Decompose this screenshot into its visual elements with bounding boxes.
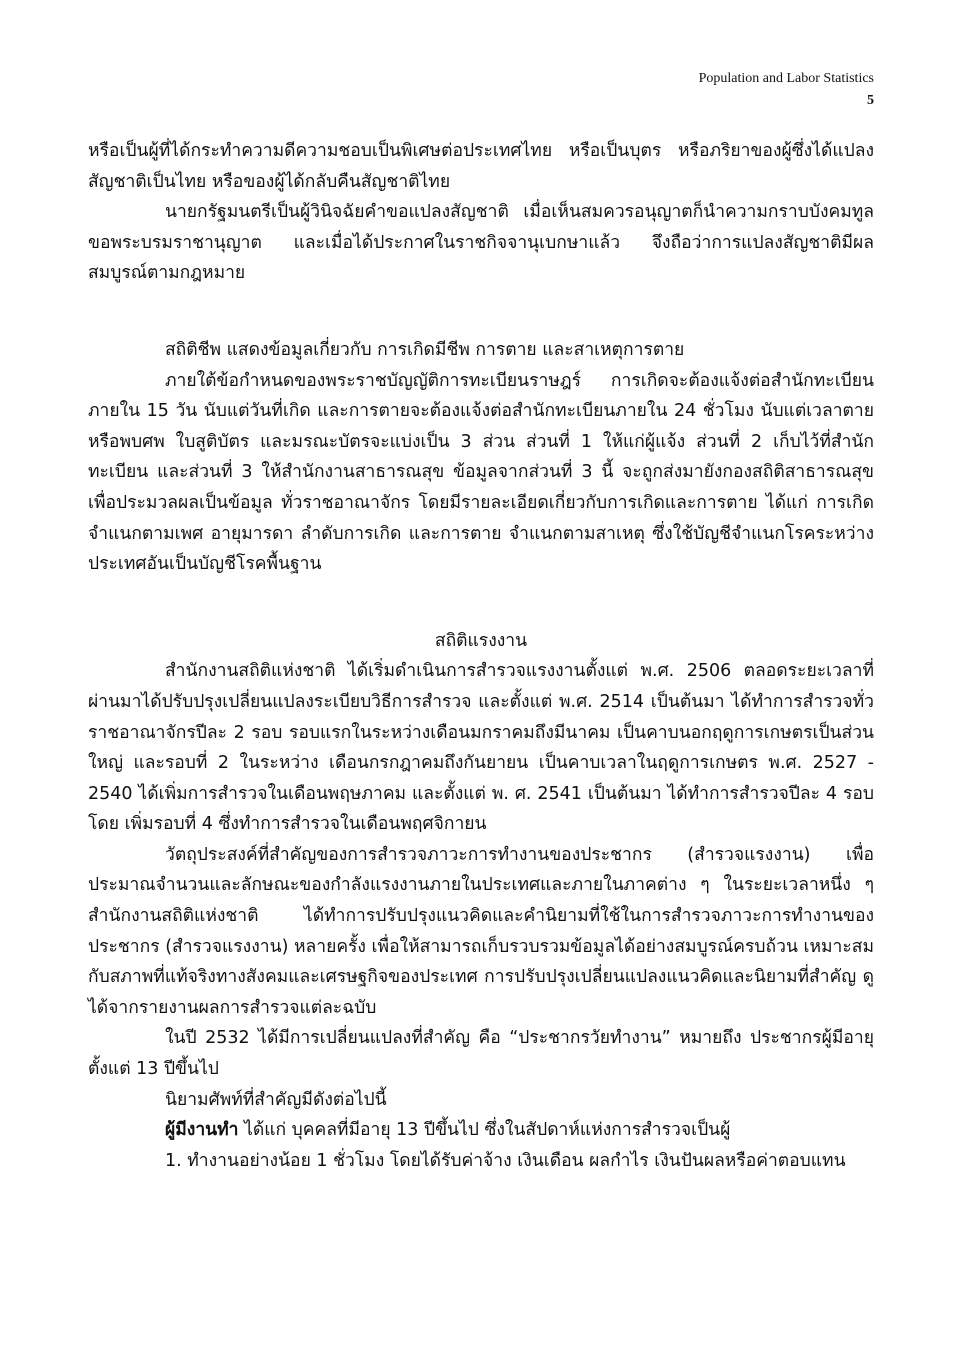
section-heading-labor: สถิติแรงงาน	[434, 630, 528, 651]
paragraph-prime-minister: นายกรัฐมนตรีเป็นผู้วินิจฉัยคำขอแปลงสัญชาติ เมื่อเห็นสมควรอนุญาตก็นำความกราบบังคมทูลขอพระบรมราชานุญาต และเมื่อได้ประกาศในราชกิจจานุเบกษาแล้ว จึงถือว่าการแปลงสัญชาติมีผลสมบูรณ์ตามกฎหมาย	[88, 202, 874, 284]
document-body	[88, 136, 874, 1176]
paragraph-survey-objectives: วัตถุประสงค์ที่สำคัญของการสำรวจภาวะการทำงานของประชากร (สำรวจแรงงาน) เพื่อประมาณจำนวนและลักษณะของกำลังแรงงานภายในประเทศและภายในภาคต่าง ๆ ในระยะเวลาหนึ่ง ๆ สำนักงานสถิติแห่งชาติ ได้ทำการปรับปรุงแนวคิดและคำนิยามที่ใช้ในการสำรวจภาวะการทำงานของประชากร (สำรวจแรงงาน) หลายครั้ง เพื่อให้สามารถเก็บรวบรวมข้อมูลได้อย่างสมบูรณ์ครบถ้วน เหมาะสมกับสภาพที่แท้จริงทางสังคมและเศรษฐกิจของประเทศ การปรับปรุงเปลี่ยนแปลงแนวคิดและนิยามที่สำคัญ ดูได้จากรายงานผลการสำรวจแต่ละฉบับ	[88, 844, 874, 1018]
vital-statistics-intro: สถิติชีพ แสดงข้อมูลเกี่ยวกับ การเกิดมีชีพ การตาย และสาเหตุการตาย	[165, 339, 685, 360]
paragraph-definitions-intro: นิยามศัพท์ที่สำคัญมีดังต่อไปนี้	[165, 1089, 387, 1110]
paragraph-civil-registration: ภายใต้ข้อกำหนดของพระราชบัญญัติการทะเบียนราษฎร์ การเกิดจะต้องแจ้งต่อสำนักทะเบียนภายใน 15 วัน นับแต่วันที่เกิด และการตายจะต้องแจ้งต่อสำนักทะเบียนภายใน 24 ชั่วโมง นับแต่เวลาตายหรือพบศพ ใบสูติบัตร และมรณะบัตรจะแบ่งเป็น 3 ส่วน ส่วนที่ 1 ให้แก่ผู้แจ้ง ส่วนที่ 2 เก็บไว้ที่สำนักทะเบียน และส่วนที่ 3 ให้สำนักงานสาธารณสุข ข้อมูลจากส่วนที่ 3 นี้ จะถูกส่งมายังกองสถิติสาธารณสุขเพื่อประมวลผลเป็นข้อมูล ทั่วราชอาณาจักร โดยมีรายละเอียดเกี่ยวกับการเกิดและการตาย ได้แก่ การเกิดจำแนกตามเพศ อายุมารดา ลำดับการเกิด และการตาย จำแนกตามสาเหตุ ซึ่งใช้บัญชีจำแนกโรคระหว่างประเทศอันเป็นบัญชีโรคพื้นฐาน	[88, 370, 874, 575]
definition-employed-text: ได้แก่ บุคคลที่มีอายุ 13 ปีขึ้นไป ซึ่งในสัปดาห์แห่งการสำรวจเป็นผู้	[238, 1120, 731, 1141]
paragraph-naturalization-end: หรือเป็นผู้ที่ได้กระทำความดีความชอบเป็นพิเศษต่อประเทศไทย หรือเป็นบุตร หรือภริยาของผู้ซึ่งได้แปลงสัญชาติเป็นไทย หรือของผู้ได้กลับคืนสัญชาติไทย	[88, 141, 874, 192]
term-employed: ผู้มีงานทำ	[165, 1120, 239, 1141]
list-item-1: 1. ทำงานอย่างน้อย 1 ชั่วโมง โดยได้รับค่าจ้าง เงินเดือน ผลกำไร เงินปันผลหรือค่าตอบแทน	[165, 1150, 846, 1171]
paragraph-working-age: ในปี 2532 ได้มีการเปลี่ยนแปลงที่สำคัญ คือ “ประชากรวัยทำงาน” หมายถึง ประชากรผู้มีอายุตั้งแต่ 13 ปีขึ้นไป	[88, 1028, 874, 1080]
running-title: Population and Labor Statistics	[698, 71, 874, 86]
page-header	[699, 68, 874, 112]
paragraph-labor-survey-history: สำนักงานสถิติแห่งชาติ ได้เริ่มดำเนินการสำรวจแรงงานตั้งแต่ พ.ศ. 2506 ตลอดระยะเวลาที่ผ่านมาได้ปรับปรุงเปลี่ยนแปลงระเบียบวิธีการสำรวจ และตั้งแต่ พ.ศ. 2514 เป็นต้นมา ได้ทำการสำรวจทั่วราชอาณาจักรปีละ 2 รอบ รอบแรกในระหว่างเดือนมกราคมถึงมีนาคม เป็นคาบนอกฤดูการเกษตรเป็นส่วนใหญ่ และรอบที่ 2 ในระหว่าง เดือนกรกฎาคมถึงกันยายน เป็นคาบเวลาในฤดูการเกษตร พ.ศ. 2527 - 2540 ได้เพิ่มการสำรวจในเดือนพฤษภาคม และตั้งแต่ พ. ศ. 2541 เป็นต้นมา ได้ทำการสำรวจปีละ 4 รอบโดย เพิ่มรอบที่ 4 ซึ่งทำการสำรวจในเดือนพฤศจิกายน	[88, 661, 874, 835]
page-number: 5	[867, 93, 874, 108]
definition-employed	[88, 1115, 874, 1146]
